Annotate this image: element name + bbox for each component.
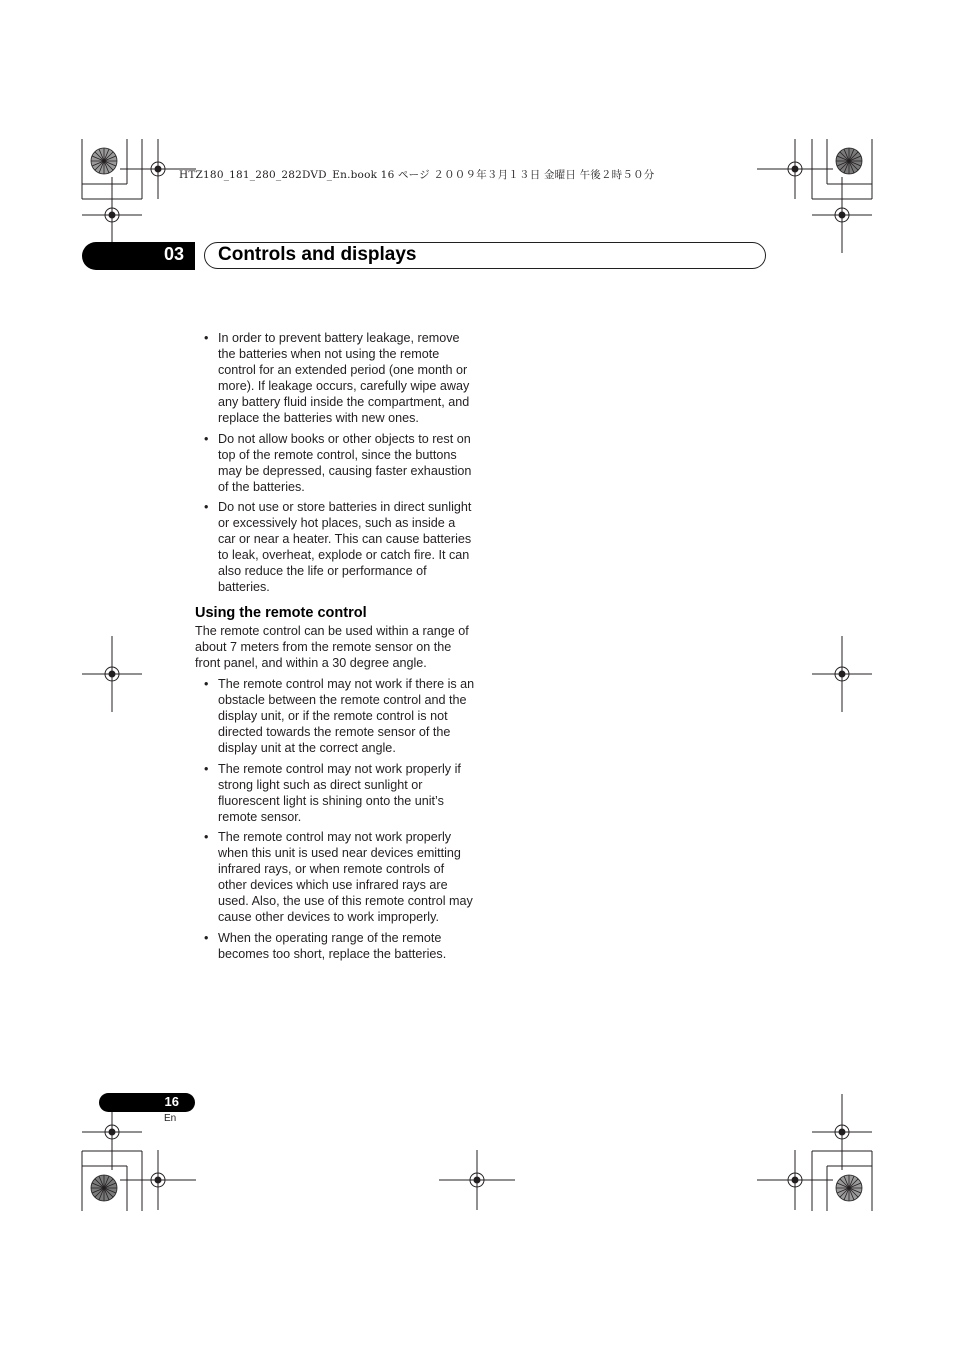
page-number-tab bbox=[99, 1093, 195, 1112]
print-slug-line: HTZ180_181_280_282DVD_En.book 16 ページ ２００９年３月１３日 金曜日 午後２時５０分 bbox=[179, 169, 655, 181]
section-intro: The remote control can be used within a range of about 7 meters from the remote sensor on the front panel, and within a 30 degree angle. bbox=[195, 624, 469, 670]
remote-usage-list bbox=[195, 676, 475, 962]
list-item: • When the operating range of the remote becomes too short, replace the batteries. bbox=[195, 930, 475, 962]
chapter-number-tab bbox=[82, 242, 195, 270]
list-item: • Do not allow books or other objects to rest on top of the remote control, since the buttons may be depressed, causing faster exhaustion of the batteries. bbox=[195, 431, 475, 495]
list-item: • The remote control may not work properly if strong light such as direct sunlight or fluorescent light is shining onto the unit’s remote sensor. bbox=[195, 761, 475, 825]
battery-caution-list bbox=[195, 330, 475, 595]
list-item: • In order to prevent battery leakage, remove the batteries when not using the remote control for an extended period (one month or more). If leakage occurs, carefully wipe away any battery fluid inside the compartment, and replace the batteries with new ones. bbox=[195, 330, 475, 426]
list-item: • The remote control may not work if there is an obstacle between the remote control and the display unit, or if the remote control is not directed towards the remote sensor of the display unit at the correct angle. bbox=[195, 676, 475, 756]
chapter-title-box bbox=[204, 242, 766, 269]
main-column bbox=[195, 330, 475, 966]
list-item: • The remote control may not work properly when this unit is used near devices emitting infrared rays, or when remote controls of other devices which use infrared rays are used. Also, the use of this remote control may cause other devices to work improperly. bbox=[195, 829, 475, 925]
chapter-title: Controls and displays bbox=[218, 244, 417, 265]
list-item: • Do not use or store batteries in direct sunlight or excessively hot places, such as inside a car or near a heater. This can cause batteries to leak, overheat, explode or catch fire. It can also reduce the life or performance of batteries. bbox=[195, 499, 475, 595]
chapter-number: 03 bbox=[163, 244, 184, 264]
page-number: 16 bbox=[164, 1094, 179, 1109]
page-language: En bbox=[164, 1113, 177, 1124]
section-heading: Using the remote control bbox=[195, 605, 367, 621]
